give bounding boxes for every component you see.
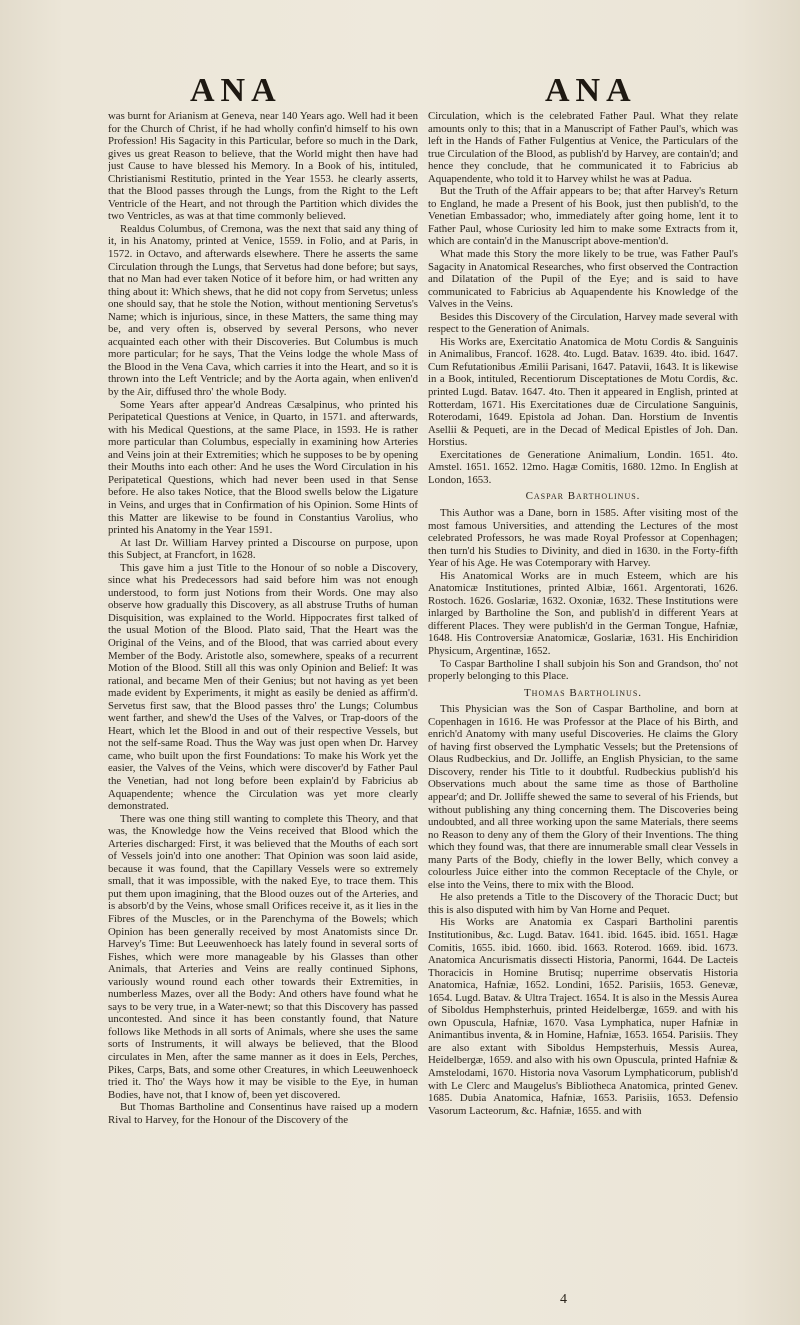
paragraph: But Thomas Bartholine and Consentinus have raised up a modern Rival to Harvey, for the Honour of the Discovery of the bbox=[108, 1101, 418, 1126]
paragraph: He also pretends a Title to the Discovery of the Thoracic Duct; but this is also disputed with him by Van Horne and Pequet. bbox=[428, 891, 738, 916]
header-left: ANA bbox=[190, 72, 282, 109]
paragraph: This gave him a just Title to the Honour of so noble a Discovery, since what his Predecessors had said before him was not enough understood, to form just Notions from their Words. One may also observe how gradually this Discovery, as all abstruse Truths of human Disquisition, was explained to the World. Hippocrates first talked of the usual Motion of the Blood. Plato said, That the Heart was the Original of the Veins, and of the Blood, that was carried about every Member of the Body. Aristotle also, somewhere, speaks of a recurrent Motion of the Blood. Still all this was only Opinion and Belief: It was rational, and became Men of their Genius; but not having as yet been made evident by Experiments, it might as easily be denied as affirm'd. Servetus first saw, that the Blood passes thro' the Lungs; Columbus went farther, and shew'd the Uses of the Valves, or Trap-doors of the Heart, which let the Blood in and out of their respective Vessels, but not the self-same Road. Thus the Way was just open when Dr. Harvey came, who built upon the first Foundations: To make his Work yet the easier, the Valves of the Veins, which were discover'd by Father Paul the Venetian, had not long before been explain'd by Fabricius ab Aquapendente; whence the Circulation was yet more clearly demonstrated. bbox=[108, 561, 418, 813]
paragraph: Circulation, which is the celebrated Father Paul. What they relate amounts only to this; that in a Manuscript of Father Paul's, which was left in the Hands of Father Fulgentius at Venice, the Particulars of the true Circulation of the Blood, as publish'd by Harvey, are contain'd; and hence they conclude, that he communicated it to Fabricius ab Aquapendente, who told it to Harvey whilst he was at Padua. bbox=[428, 110, 738, 185]
paragraph: But the Truth of the Affair appears to be; that after Harvey's Return to England, he made a Present of his Book, just then publish'd, to the Venetian Embassador; who, immediately after going home, lent it to Father Paul, whose Curiosity led him to make some Extracts from it, which are contain'd in the Manuscript above-mention'd. bbox=[428, 185, 738, 248]
page-number: 4 bbox=[560, 1292, 567, 1307]
paragraph: At last Dr. William Harvey printed a Discourse on purpose, upon this Subject, at Francfort, in 1628. bbox=[108, 536, 418, 562]
paragraph: His Anatomical Works are in much Esteem, which are his Anatomicæ Institutiones, printed Albiæ, 1661. Argentorati, 1626. Rostoch. 1626. Goslariæ, 1632. Oxoniæ, 1632. These Institutions were inlarged by Bartholine the Son, and publish'd in different Years at different Places. They were publish'd in the German Tongue, Hafniæ, 1648. His Controversiæ Anatomicæ, Goslariæ, 1631. His Enchiridion Physicum, Argentinæ, 1652. bbox=[428, 569, 738, 657]
paragraph: To Caspar Bartholine I shall subjoin his Son and Grandson, tho' not properly belonging to this Place. bbox=[428, 657, 738, 683]
paragraph: Exercitationes de Generatione Animalium, Londin. 1651. 4to. Amstel. 1651. 1652. 12mo. Hagæ Comitis, 1680. 12mo. In English at London, 1653. bbox=[428, 448, 738, 486]
paragraph: This Physician was the Son of Caspar Bartholine, and born at Copenhagen in 1616. He was Professor at the Place of his Birth, and enrich'd Anatomy with many useful Discoveries. He claims the Glory of having first observed the Lymphatic Vessels; but the Pretensions of Olaus Rudbeckius, and Dr. Jolliffe, an English Physician, to the same Discovery, render his Title to it doubtful. Rudbeckius publish'd his Observations much about the same time as those of Bartholine appear'd; and Dr. Jolliffe shewed the same to several of his Friends, but without publishing any thing concerning them. The Discoveries being undoubted, and all three working upon the same Materials, there seems no Reason to deny any of them the Glory of their Inventions. The thing which they found was, that there are innumerable small clear Vessels in many Parts of the Body, chiefly in the lower Belly, which convey a colourless Juice either into the common Receptacle of the Chyle, or else into the Veins, there to mix with the Blood. bbox=[428, 703, 738, 891]
paragraph: His Works are, Exercitatio Anatomica de Motu Cordis & Sanguinis in Animalibus, Francof. 1628. 4to. Lugd. Batav. 1639. 4to. ibid. 1647. Cum Refutationibus Æmilii Parisani, 1647. Patavii, 1643. It is likewise in a Book, intituled, Recentiorum Disceptationes de Motu Cordis, &c. printed Lugd. Batav. 1647. 4to. Then it appeared in English, printed at Rotterdam, 1671. His Exercitationes duæ de Circulatione Sanguinis, Roterodami, 1649. Epistola ad Johan. Dan. Horstium de Inventis Asellii & Pequeti, are in the Decad of Medical Epistles of Joh. Dan. Horstius. bbox=[428, 335, 738, 449]
header-right: ANA bbox=[545, 72, 637, 109]
paragraph: Realdus Columbus, of Cremona, was the next that said any thing of it, in his Anatomy, printed at Venice, 1559. in Folio, and at Paris, in 1572. in Octavo, and afterwards elsewhere. There he asserts the same Circulation through the Lungs, that Servetus had done before; but says, that no Man had ever taken Notice of it before him, or had written any thing about it: Which shews, that he did not copy from Servetus; unless one should say, that he stole the Notion, without mentioning Servetus's Name; which is injurious, since, in these Matters, the same thing may be, and very often is, observed by several Persons, who never acquainted each other with their Discoveries. But Columbus is much more particular; for he says, That the Veins lodge the whole Mass of the Blood in the Vena Cava, which carries it into the Heart, and so it is thrown into the Left Ventricle; and by the Aorta again, when enliven'd by the Air, diffused thro' the whole Body. bbox=[108, 222, 418, 399]
paragraph: His Works are Anatomia ex Caspari Bartholini parentis Institutionibus, &c. Lugd. Batav. 1641. ibid. 1645. ibid. 1651. Hagæ Comitis, 1655. ibid. 1660. ibid. 1663. Roterod. 1669. ibid. 1673. Anatomica Ancurismatis dissecti Historia, Panormi, 1644. De Lacteis Thoracicis in Homine Brutisq; nuperrime observatis Historia Anatomica, Hafniæ, 1652. Londini, 1652. Parisiis, 1653. Genevæ, 1654. Lugd. Batav. & Ultra Traject. 1654. It is also in the Messis Aurea of Siboldus Hemphsterhuis, printed Heidelbergæ, 1659. and with his own Opuscula, Hafniæ, 1670. Vasa Lymphatica, nuper Hafniæ in Animantibus inventa, & in Homine, Hafniæ, 1653. 1654. Parisiis. They are also extant with Siboldus Hempsterhuis, Messis Aurea, Heidelbergæ, 1659. and also with his own Opuscula, printed Hafniæ & Amstelodami, 1670. Historia nova Vasorum Lymphaticorum, publish'd with Le Clerc and Maugelus's Bibliotheca Anatomica, printed Genev. 1685. Dubia Anatomica, Hafniæ, 1653. Parisiis, 1653. Defensio Vasorum Lacteorum, &c. Hafniæ, 1655. and with bbox=[428, 916, 738, 1117]
running-header bbox=[0, 72, 800, 112]
right-column bbox=[428, 110, 738, 1310]
paragraph: Some Years after appear'd Andreas Cæsalpinus, who printed his Peripatetical Questions at Venice, in Quarto, in 1571. and afterwards, with his Medical Questions, at the same Place, in 1593. He is rather more particular than Columbus, especially in examining how Arteries and Veins join at their Extremities; which he supposes to be by opening their Mouths into each other: And he uses the Word Circulation in his Peripatetical Questions, which had never been used in that Sense before. He also takes Notice, that the Blood swells below the Ligature in Veins, and urges that in Confirmation of his Opinion. Some Hints of this Matter are likewise to be found in Constantius Varolius, who printed his Anatomy in the Year 1591. bbox=[108, 398, 418, 537]
paragraph: Besides this Discovery of the Circulation, Harvey made several with respect to the Generation of Animals. bbox=[428, 310, 738, 336]
paragraph: was burnt for Arianism at Geneva, near 140 Years ago. Well had it been for the Church of Christ, if he had wholly confin'd himself to his own Profession! His Sagacity in this Particular, before so much in the Dark, gives us great Reason to believe, that the World might then have had just Cause to have blessed his Memory. In a Book of his, intituled, Christianismi Restitutio, printed in the Year 1553. he clearly asserts, that the Blood passes through the Lungs, from the Right to the Left Ventricle of the Heart, and not through the Partition which divides the two Ventricles, as was at that time commonly believed. bbox=[108, 110, 418, 223]
section-heading-thomas: Thomas Bartholinus. bbox=[523, 686, 643, 699]
paragraph: What made this Story the more likely to be true, was Father Paul's Sagacity in Anatomical Researches, who first observed the Contraction and Dilatation of the Pupil of the Eye; and is said to have communicated to Fabricius ab Aquapendente his Knowledge of the Valves in the Veins. bbox=[428, 248, 738, 311]
paragraph: This Author was a Dane, born in 1585. After visiting most of the most famous Universities, and attending the Lectures of the most celebrated Professors, he was made Royal Professor at Copenhagen; then turn'd his Studies to Divinity, and died in 1630. in the Forty-fifth Year of his Age. He was Cotemporary with Harvey. bbox=[428, 506, 738, 570]
section-heading-caspar: Caspar Bartholinus. bbox=[525, 490, 641, 503]
paragraph: There was one thing still wanting to complete this Theory, and that was, the Knowledge how the Veins received that Blood which the Arteries discharged: First, it was believed that the Mouths of each sort of Vessels join'd into one another: That Opinion was soon laid aside, because it was found, that the Capillary Vessels were so extremely small, that it was impossible, with the naked Eye, to trace them. This put them upon imagining, that the Blood ouzes out of the Arteries, and is absorb'd by the Veins, whose small Orifices receive it, as it lies in the Fibres of the Muscles, or in the Parenchyma of the Bowels; which Opinion has been generally received by most Anatomists since Dr. Harvey's Time: But Leeuwenhoeck has lately found in several sorts of Fishes, which were more manageable by his Glasses than other Animals, that Arteries and Veins are really continued Siphons, variously wound round each other towards their Extremities, in numberless Mazes, over all the Body: And others have found what he says to be very true, in a Water-newt; so that this Discovery has passed uncontested. And since it has been constantly found, that Nature follows like Methods in all sorts of Animals, where she uses the same sorts of Instruments, it will always be believed, that the Blood circulates in Men, after the same manner as it does in Eels, Perches, Pikes, Carps, Bats, and some other Creatures, in which Leeuwenhoeck tried it. Tho' the Ways how it may be visible to the Eye, in human Bodies, have not, that I know of, been yet discovered. bbox=[108, 812, 418, 1101]
left-column bbox=[108, 110, 418, 1310]
